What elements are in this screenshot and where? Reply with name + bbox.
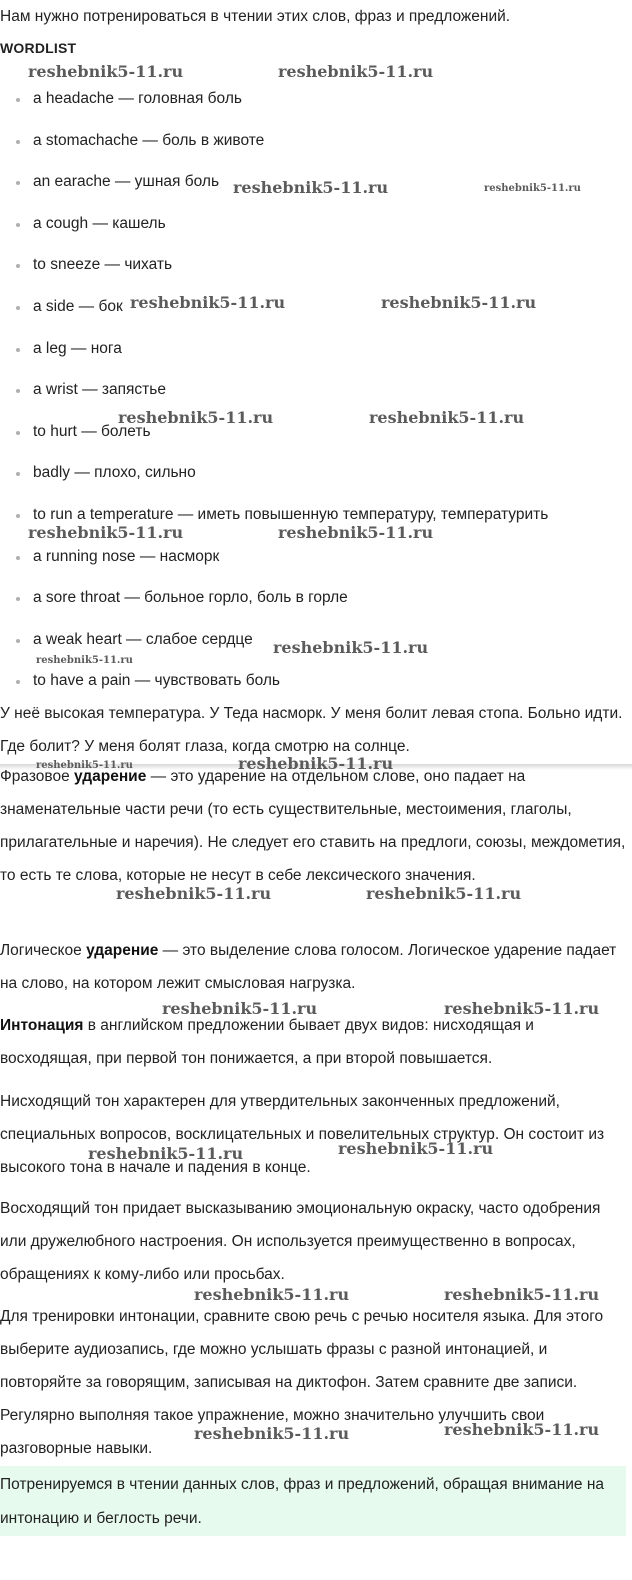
- logical-stress-paragraph: Логическое ударение — это выделение слова голосом. Логическое ударение падает на слово, на котором лежит смысловая нагрузка.: [0, 942, 617, 992]
- list-item: to have a pain — чувствовать боль: [0, 670, 632, 712]
- watermark: reshebnik5-11.ru: [444, 1420, 600, 1439]
- intro-text: Нам нужно потренироваться в чтении этих слов, фраз и предложений.: [0, 8, 511, 25]
- watermark: reshebnik5-11.ru: [162, 999, 318, 1018]
- watermark: reshebnik5-11.ru: [116, 884, 272, 903]
- watermark: reshebnik5-11.ru: [130, 293, 286, 312]
- watermark: reshebnik5-11.ru: [238, 754, 394, 773]
- list-item: a leg — нога: [0, 338, 632, 380]
- watermark: reshebnik5-11.ru: [28, 62, 184, 81]
- watermark: reshebnik5-11.ru: [278, 62, 434, 81]
- watermark: reshebnik5-11.ru: [233, 178, 389, 197]
- list-item: to run a temperature — иметь повышенную температуру, температурить: [0, 504, 632, 546]
- rising-tone-paragraph: Восходящий тон придает высказыванию эмоциональную окраску, часто одобрения или дружелюбного настроения. Он используется преимущественно в вопросах, обращениях к кому-либо или просьбах.: [0, 1200, 601, 1283]
- watermark: reshebnik5-11.ru: [36, 655, 133, 666]
- list-item: a cough — кашель: [0, 213, 632, 255]
- watermark: reshebnik5-11.ru: [194, 1424, 350, 1443]
- list-item: a sore throat — больное горло, боль в горле: [0, 587, 632, 629]
- watermark: reshebnik5-11.ru: [366, 884, 522, 903]
- bold-term: ударение: [74, 768, 147, 785]
- wordlist: [0, 88, 632, 712]
- watermark: reshebnik5-11.ru: [273, 638, 429, 657]
- watermark: reshebnik5-11.ru: [369, 408, 525, 427]
- practice-box: [0, 1466, 626, 1536]
- watermark: reshebnik5-11.ru: [278, 523, 434, 542]
- bold-term: ударение: [86, 942, 159, 959]
- wordlist-heading: WORDLIST: [0, 40, 77, 56]
- watermark: reshebnik5-11.ru: [28, 523, 184, 542]
- practice-text: Потренируемся в чтении данных слов, фраз и предложений, обращая внимание на интонацию и беглость речи.: [0, 1476, 605, 1527]
- watermark: reshebnik5-11.ru: [88, 1144, 244, 1163]
- list-item: a stomachache — боль в животе: [0, 130, 632, 172]
- list-item: a weak heart — слабое сердце: [0, 629, 632, 671]
- watermark: reshebnik5-11.ru: [484, 183, 581, 194]
- list-item: an earache — ушная боль: [0, 171, 632, 213]
- bold-term: Интонация: [0, 1017, 84, 1034]
- list-item: to hurt — болеть: [0, 421, 632, 463]
- watermark: reshebnik5-11.ru: [36, 760, 133, 771]
- intonation-paragraph: Интонация в английском предложении бывает двух видов: нисходящая и восходящая, при первой тон понижается, а при второй повышается.: [0, 1017, 534, 1067]
- watermark: reshebnik5-11.ru: [338, 1139, 494, 1158]
- list-item: to sneeze — чихать: [0, 254, 632, 296]
- sentences-paragraph: У неё высокая температура. У Теда насморк. У меня болит левая стопа. Больно идти. Где болит? У меня болят глаза, когда смотрю на солнце.: [0, 705, 623, 755]
- training-paragraph: Для тренировки интонации, сравните свою речь с речью носителя языка. Для этого выберите аудиозапись, где можно услышать фразы с разной интонацией, и повторяйте за говорящим, записывая на диктофон. Затем сравните две записи. Регулярно выполняя такое упражнение, можно значительно улучшить свои разговорные навыки.: [0, 1308, 604, 1457]
- list-item: a side — бок: [0, 296, 632, 338]
- watermark: reshebnik5-11.ru: [381, 293, 537, 312]
- watermark: reshebnik5-11.ru: [194, 1285, 350, 1304]
- watermark: reshebnik5-11.ru: [444, 999, 600, 1018]
- watermark: reshebnik5-11.ru: [118, 408, 274, 427]
- watermark: reshebnik5-11.ru: [444, 1285, 600, 1304]
- list-item: a running nose — насморк: [0, 546, 632, 588]
- phrase-stress-paragraph: Фразовое ударение — это ударение на отдельном слове, оно падает на знаменательные части речи (то есть существительные, местоимения, глаголы, прилагательные и наречия). Не следует его ставить на предлоги, союзы, междометия, то есть те слова, которые не несут в себе лексического значения.: [0, 768, 626, 884]
- list-item: badly — плохо, сильно: [0, 462, 632, 504]
- list-item: a wrist — запястье: [0, 379, 632, 421]
- falling-tone-paragraph: Нисходящий тон характерен для утвердительных законченных предложений, специальных вопросов, восклицательных и повелительных структур. Он состоит из высокого тона в начале и падения в конце.: [0, 1093, 605, 1176]
- list-item: a headache — головная боль: [0, 88, 632, 130]
